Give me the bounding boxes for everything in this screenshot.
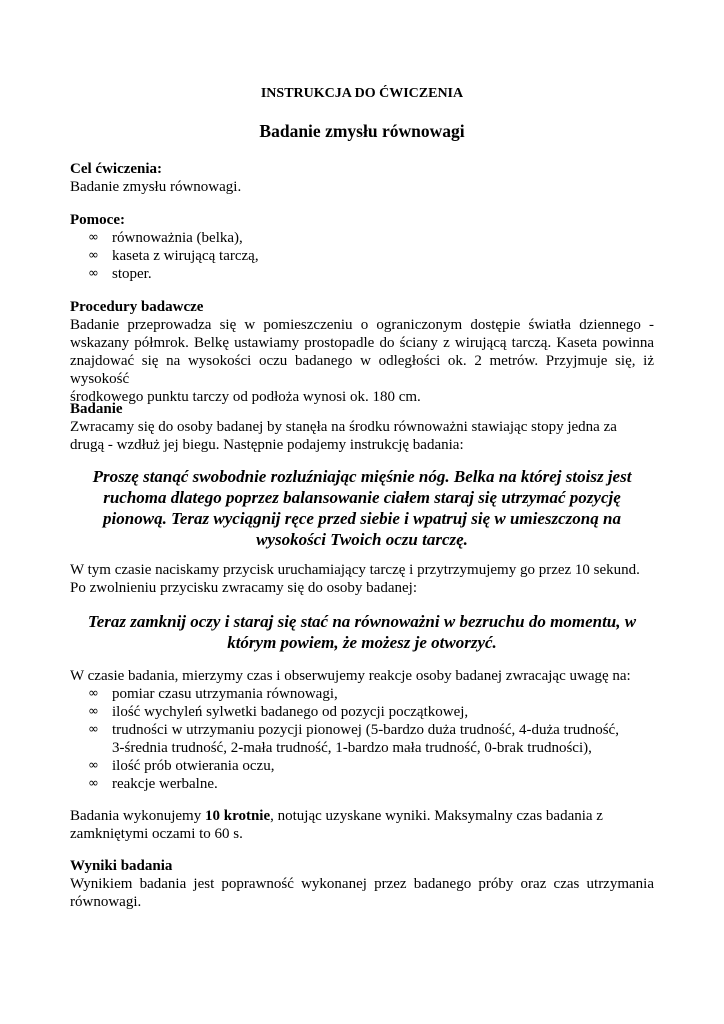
- infinity-bullet-icon: ∞: [88, 248, 99, 263]
- repeat-count: 10 krotnie: [204, 808, 271, 824]
- infinity-bullet-icon: ∞: [88, 704, 99, 719]
- section-aids: [70, 211, 654, 283]
- list-item: ∞ stoper.: [88, 266, 152, 282]
- paragraph-line: zamkniętymi oczami to 60 s.: [70, 826, 243, 842]
- list-item: ∞ kaseta z wirującą tarczą,: [88, 248, 259, 264]
- section-test: [70, 400, 654, 454]
- section-test-heading: Badanie: [70, 401, 123, 417]
- section-goal-heading: Cel ćwiczenia:: [70, 161, 163, 177]
- instruction-quote-1: Proszę stanąć swobodnie rozluźniając mięśnie nóg. Belka na której stoisz jest ruchoma dlatego poprzez balansowanie ciałem staraj się utrzymać pozycję pionową. Teraz wyciągnij ręce przed siebie i wpatruj się w umieszczoną na wysokości Twoich oczu tarczę.: [92, 467, 632, 549]
- section-aids-heading: Pomoce:: [70, 212, 125, 228]
- aids-list: [70, 229, 654, 283]
- infinity-bullet-icon: ∞: [88, 722, 99, 737]
- paragraph-line: wskazany półmrok. Belkę ustawiamy prostopadle do ściany z wirującą tarczą. Kaseta powinna: [70, 335, 654, 351]
- repetition-paragraph: [70, 807, 654, 843]
- list-item: ∞ trudności w utrzymaniu pozycji pionowej (5-bardzo duża trudność, 4-duża trudność, 3-średnia trudność, 2-mała trudność, 1-bardzo mała trudność, 0-brak trudności),: [88, 722, 619, 756]
- observation-section: [70, 667, 654, 793]
- infinity-bullet-icon: ∞: [88, 266, 99, 281]
- paragraph-line: drugą - wzdłuż jej biegu. Następnie podajemy instrukcję badania:: [70, 437, 464, 453]
- instruction-label: INSTRUKCJA DO ĆWICZENIA: [260, 86, 464, 101]
- section-procedures: [70, 298, 654, 406]
- infinity-bullet-icon: ∞: [88, 230, 99, 245]
- list-item: ∞ równoważnia (belka),: [88, 230, 243, 246]
- instruction-quote-2: Teraz zamknij oczy i staraj się stać na równoważni w bezruchu do momentu, w którym powiem, że możesz je otworzyć.: [87, 612, 637, 652]
- section-results-heading: Wyniki badania: [70, 858, 173, 874]
- paragraph-line: Badania wykonujemy 10 krotnie, notując uzyskane wyniki. Maksymalny czas badania z: [70, 808, 603, 824]
- paragraph-line: znajdować się na wysokości oczu badanego w odległości ok. 2 metrów. Przyjmuje się, iż wysokość: [70, 353, 654, 387]
- list-item: ∞ reakcje werbalne.: [88, 776, 218, 792]
- paragraph-line: środkowego punktu tarczy od podłoża wynosi ok. 180 cm.: [70, 389, 421, 405]
- infinity-bullet-icon: ∞: [88, 758, 99, 773]
- page-title: Badanie zmysłu równowagi: [259, 121, 465, 141]
- section-goal: [70, 160, 654, 196]
- infinity-bullet-icon: ∞: [88, 686, 99, 701]
- paragraph-line: Po zwolnieniu przycisku zwracamy się do osoby badanej:: [70, 580, 417, 596]
- list-item: ∞ ilość wychyleń sylwetki badanego od pozycji początkowej,: [88, 704, 469, 720]
- infinity-bullet-icon: ∞: [88, 776, 99, 791]
- section-goal-text: Badanie zmysłu równowagi.: [70, 179, 242, 195]
- paragraph-button: [70, 561, 654, 597]
- list-item: ∞ pomiar czasu utrzymania równowagi,: [88, 686, 338, 702]
- paragraph-line: W tym czasie naciskamy przycisk uruchamiający tarczę i przytrzymujemy go przez 10 sekund.: [70, 562, 640, 578]
- paragraph-line: Zwracamy się do osoby badanej by stanęła na środku równoważni stawiając stopy jedna za: [70, 419, 617, 435]
- paragraph-line: Wynikiem badania jest poprawność wykonanej przez badanego próby oraz czas utrzymania: [70, 876, 654, 892]
- observation-list: [70, 685, 654, 793]
- paragraph-line: równowagi.: [70, 894, 142, 910]
- list-item: ∞ ilość prób otwierania oczu,: [88, 758, 275, 774]
- section-results: [70, 857, 654, 911]
- section-procedures-heading: Procedury badawcze: [70, 299, 204, 315]
- paragraph-line: Badanie przeprowadza się w pomieszczeniu o ograniczonym dostępie światła dziennego -: [70, 317, 654, 333]
- observation-intro: W czasie badania, mierzymy czas i obserwujemy reakcje osoby badanej zwracając uwagę na:: [70, 668, 631, 684]
